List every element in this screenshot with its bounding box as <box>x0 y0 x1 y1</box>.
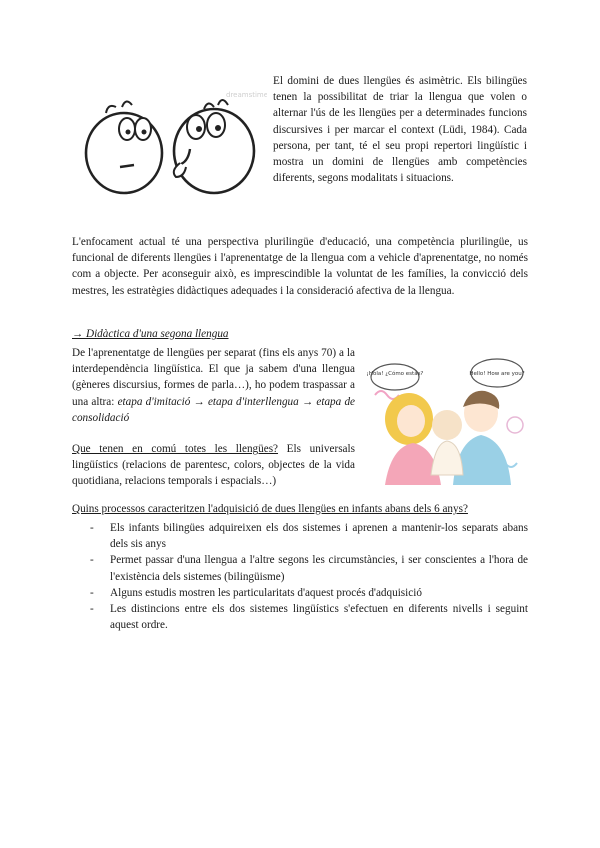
list-marker: - <box>90 554 94 567</box>
list-item: - Les distincions entre els dos sistemes lingüístics s'efectuen en diferents nivells i seguint aquest ordre. <box>90 603 528 632</box>
bubble-left-text: ¡Hola! ¿Cómo estás? <box>366 371 424 377</box>
list-marker: - <box>90 522 94 534</box>
stage-imitation: etapa d'imitació <box>117 395 191 408</box>
list-marker: - <box>90 586 94 599</box>
faces-drawing <box>72 85 267 200</box>
family-illustration <box>365 355 529 485</box>
faces-watermark: dreamstime <box>226 91 267 99</box>
universals-answer: Els universals lingüístics (relacions de parentesc, colors, objectes de la vida quotidiana, relacions temporals i espacials…) <box>72 443 355 488</box>
stage-arrow-1: → <box>190 395 208 408</box>
process-heading: Quins processos caracteritzen l'adquisició de dues llengües en infants abans dels 6 anys? <box>72 503 468 515</box>
didactica-heading: → Didàctica d'una segona llengua <box>72 328 229 340</box>
list-item: - Els infants bilingües adquireixen els dos sistemes i aprenen a mantenir-los separats abans dels sis anys <box>90 522 528 551</box>
intro-paragraph: L'enfocament actual té una perspectiva plurilingüe d'educació, una competència plurilingüe, us funcional de diferents llengües i l'aprenentatge de la llengua com a vehicle d'aprenentatge, no només com a objecte. Per aconseguir això, es imprescindible la voluntat de les famílies, la convicció dels mestres, les estratègies didàctiques adequades i la consideració afectiva de la llengua. <box>72 236 528 297</box>
list-marker: - <box>90 603 94 616</box>
cartoon-faces-illustration <box>72 85 267 200</box>
top-paragraph: El domini de dues llengües és asimètric. Els bilingües tenen la possibilitat de triar la llengua que volen o alternar l'ús de les llengües per a determinades funcions discursives i per marcar el context (Lüdi, 1984). Cada persona, per tant, té el seu propi repertori lingüístic i mostra un domini de llengües amb competències diferents, segons modalitats i situacions. <box>273 75 527 185</box>
list-item: - Permet passar d'una llengua a l'altre segons les circumstàncies, i ser conscientes a l'hora de l'existència dels sistemes (bilingüisme) <box>90 554 528 583</box>
process-list <box>72 520 528 633</box>
universals-paragraph <box>72 441 355 490</box>
family-drawing <box>365 355 529 485</box>
interdependence-paragraph <box>72 345 355 426</box>
baby-head <box>432 410 462 440</box>
man-shirt <box>453 435 511 485</box>
speech-bubble-left <box>371 364 419 390</box>
stage-consolidation: etapa de consolidació <box>72 395 356 424</box>
stage-interlanguage: etapa d'interllengua <box>207 395 299 408</box>
bubble-right-text: Hello! How are you? <box>469 371 525 377</box>
interdependence-text: De l'aprenentatge de llengües per separat (fins els anys 70) a la interdependència lingüística. El que ja sabem d'una llengua (gèneres discursius, formes de parla…), ho podem traspassar a una altra: <box>72 347 355 408</box>
stage-arrow-2: → <box>298 395 317 408</box>
universals-question: Que tenen en comú totes les llengües? <box>72 443 279 455</box>
list-item: - Alguns estudis mostren les particularitats d'aquest procés d'adquisició <box>72 585 528 601</box>
